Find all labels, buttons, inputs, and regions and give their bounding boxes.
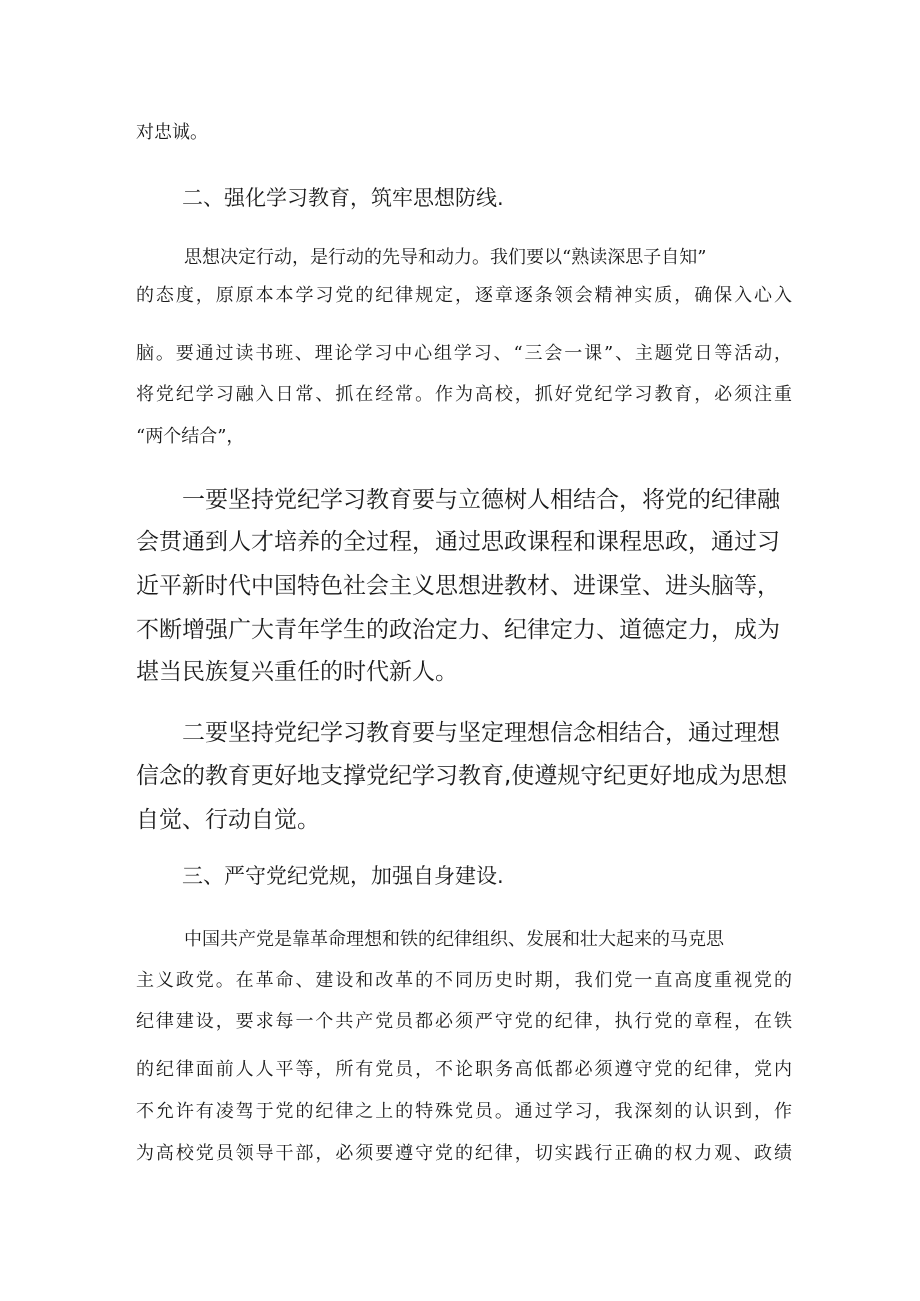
section-2-p2-line-3: 近平新时代中国特色社会主义思想进教材、进课堂、进头脑等， — [136, 573, 780, 599]
section-2-p1-line-3: 脑。要通过读书班、理论学习中心组学习、“三会一课”、主题党日等活动， — [136, 343, 792, 364]
section-2-p2-line-5: 堪当民族复兴重任的时代新人。 — [136, 659, 458, 685]
section-2-p3-line-1: 二要坚持党纪学习教育要与坚定理想信念相结合，通过理想 — [182, 720, 780, 746]
section-2-p2-line-1: 一要坚持党纪学习教育要与立德树人相结合，将党的纪律融 — [182, 487, 780, 513]
section-3-p1-line-1: 中国共产党是靠革命理想和铁的纪律组织、发展和壮大起来的马克思 — [184, 929, 724, 950]
section-2-p2-line-4: 不断增强广大青年学生的政治定力、纪律定力、道德定力，成为 — [136, 617, 780, 643]
section-2-p1-line-2: 的态度，原原本本学习党的纪律规定，逐章逐条领会精神实质，确保入心入 — [136, 285, 792, 306]
section-3-p1-line-4: 的纪律面前人人平等，所有党员，不论职务高低都必须遵守党的纪律，党内 — [136, 1059, 792, 1080]
section-2-p3-line-2: 信念的教育更好地支撑党纪学习教育,使遵规守纪更好地成为思想 — [136, 763, 788, 789]
section-3-p1-line-3: 纪律建设，要求每一个共产党员都必须严守党的纪律，执行党的章程，在铁 — [136, 1011, 792, 1032]
section-2-p1-line-4: 将党纪学习融入日常、抓在经常。作为高校，抓好党纪学习教育，必须注重 — [136, 384, 792, 405]
section-2-p3-line-3: 自觉、行动自觉。 — [136, 807, 320, 833]
section-2-p2-line-2: 会贯通到人才培养的全过程，通过思政课程和课程思政，通过习 — [136, 529, 780, 555]
section-3-p1-line-2: 主义政党。在革命、建设和改革的不同历史时期，我们党一直高度重视党的 — [136, 970, 792, 991]
section-3-heading: 三、严守党纪党规，加强自身建设. — [182, 864, 504, 888]
section-3-p1-line-5: 不允许有凌驾于党的纪律之上的特殊党员。通过学习，我深刻的认识到，作 — [136, 1101, 792, 1122]
section-2-heading: 二、强化学习教育，筑牢思想防线. — [182, 186, 504, 210]
section-2-p1-line-5: “两个结合”， — [136, 426, 245, 447]
top-fragment-text: 对忠诚。 — [136, 122, 208, 143]
section-3-p1-line-6: 为高校党员领导干部，必须要遵守党的纪律，切实践行正确的权力观、政绩 — [136, 1143, 792, 1164]
section-2-p1-line-1: 思想决定行动，是行动的先导和动力。我们要以“熟读深思子自知” — [184, 247, 707, 268]
